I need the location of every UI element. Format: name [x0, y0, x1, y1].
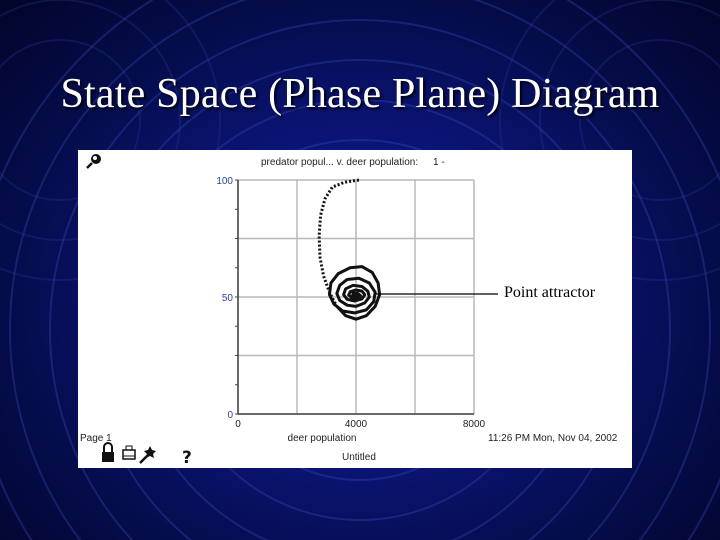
axis-ticks: [216, 176, 485, 430]
timestamp: 11:26 PM Mon, Nov 04, 2002: [488, 433, 618, 444]
y-tick-label: 100: [216, 176, 233, 187]
page-label: Page 1: [80, 433, 112, 444]
x-axis-label: deer population: [287, 433, 357, 444]
x-tick-label: 0: [235, 419, 241, 430]
attractor-point: [351, 292, 361, 302]
y-tick-label: 50: [221, 293, 233, 304]
search-icon[interactable]: [87, 154, 101, 168]
chart-heading: predator popul... v. deer population:: [261, 157, 419, 168]
tool-icon[interactable]: [140, 446, 156, 463]
point-attractor-annotation: Point attractor: [502, 284, 599, 303]
stella-graph-panel: [78, 150, 632, 468]
help-icon[interactable]: ?: [182, 448, 192, 468]
x-tick-label: 4000: [344, 419, 368, 430]
phase-plane-chart: [78, 150, 632, 468]
series-marker: 1 -: [433, 157, 445, 168]
lock-icon[interactable]: [102, 443, 114, 462]
y-tick-label: 0: [227, 410, 233, 421]
trajectory-series: [319, 180, 379, 319]
slide-title: State Space (Phase Plane) Diagram: [60, 71, 660, 117]
document-name: Untitled: [342, 452, 376, 463]
print-icon[interactable]: [123, 446, 135, 459]
x-tick-label: 8000: [462, 419, 486, 430]
